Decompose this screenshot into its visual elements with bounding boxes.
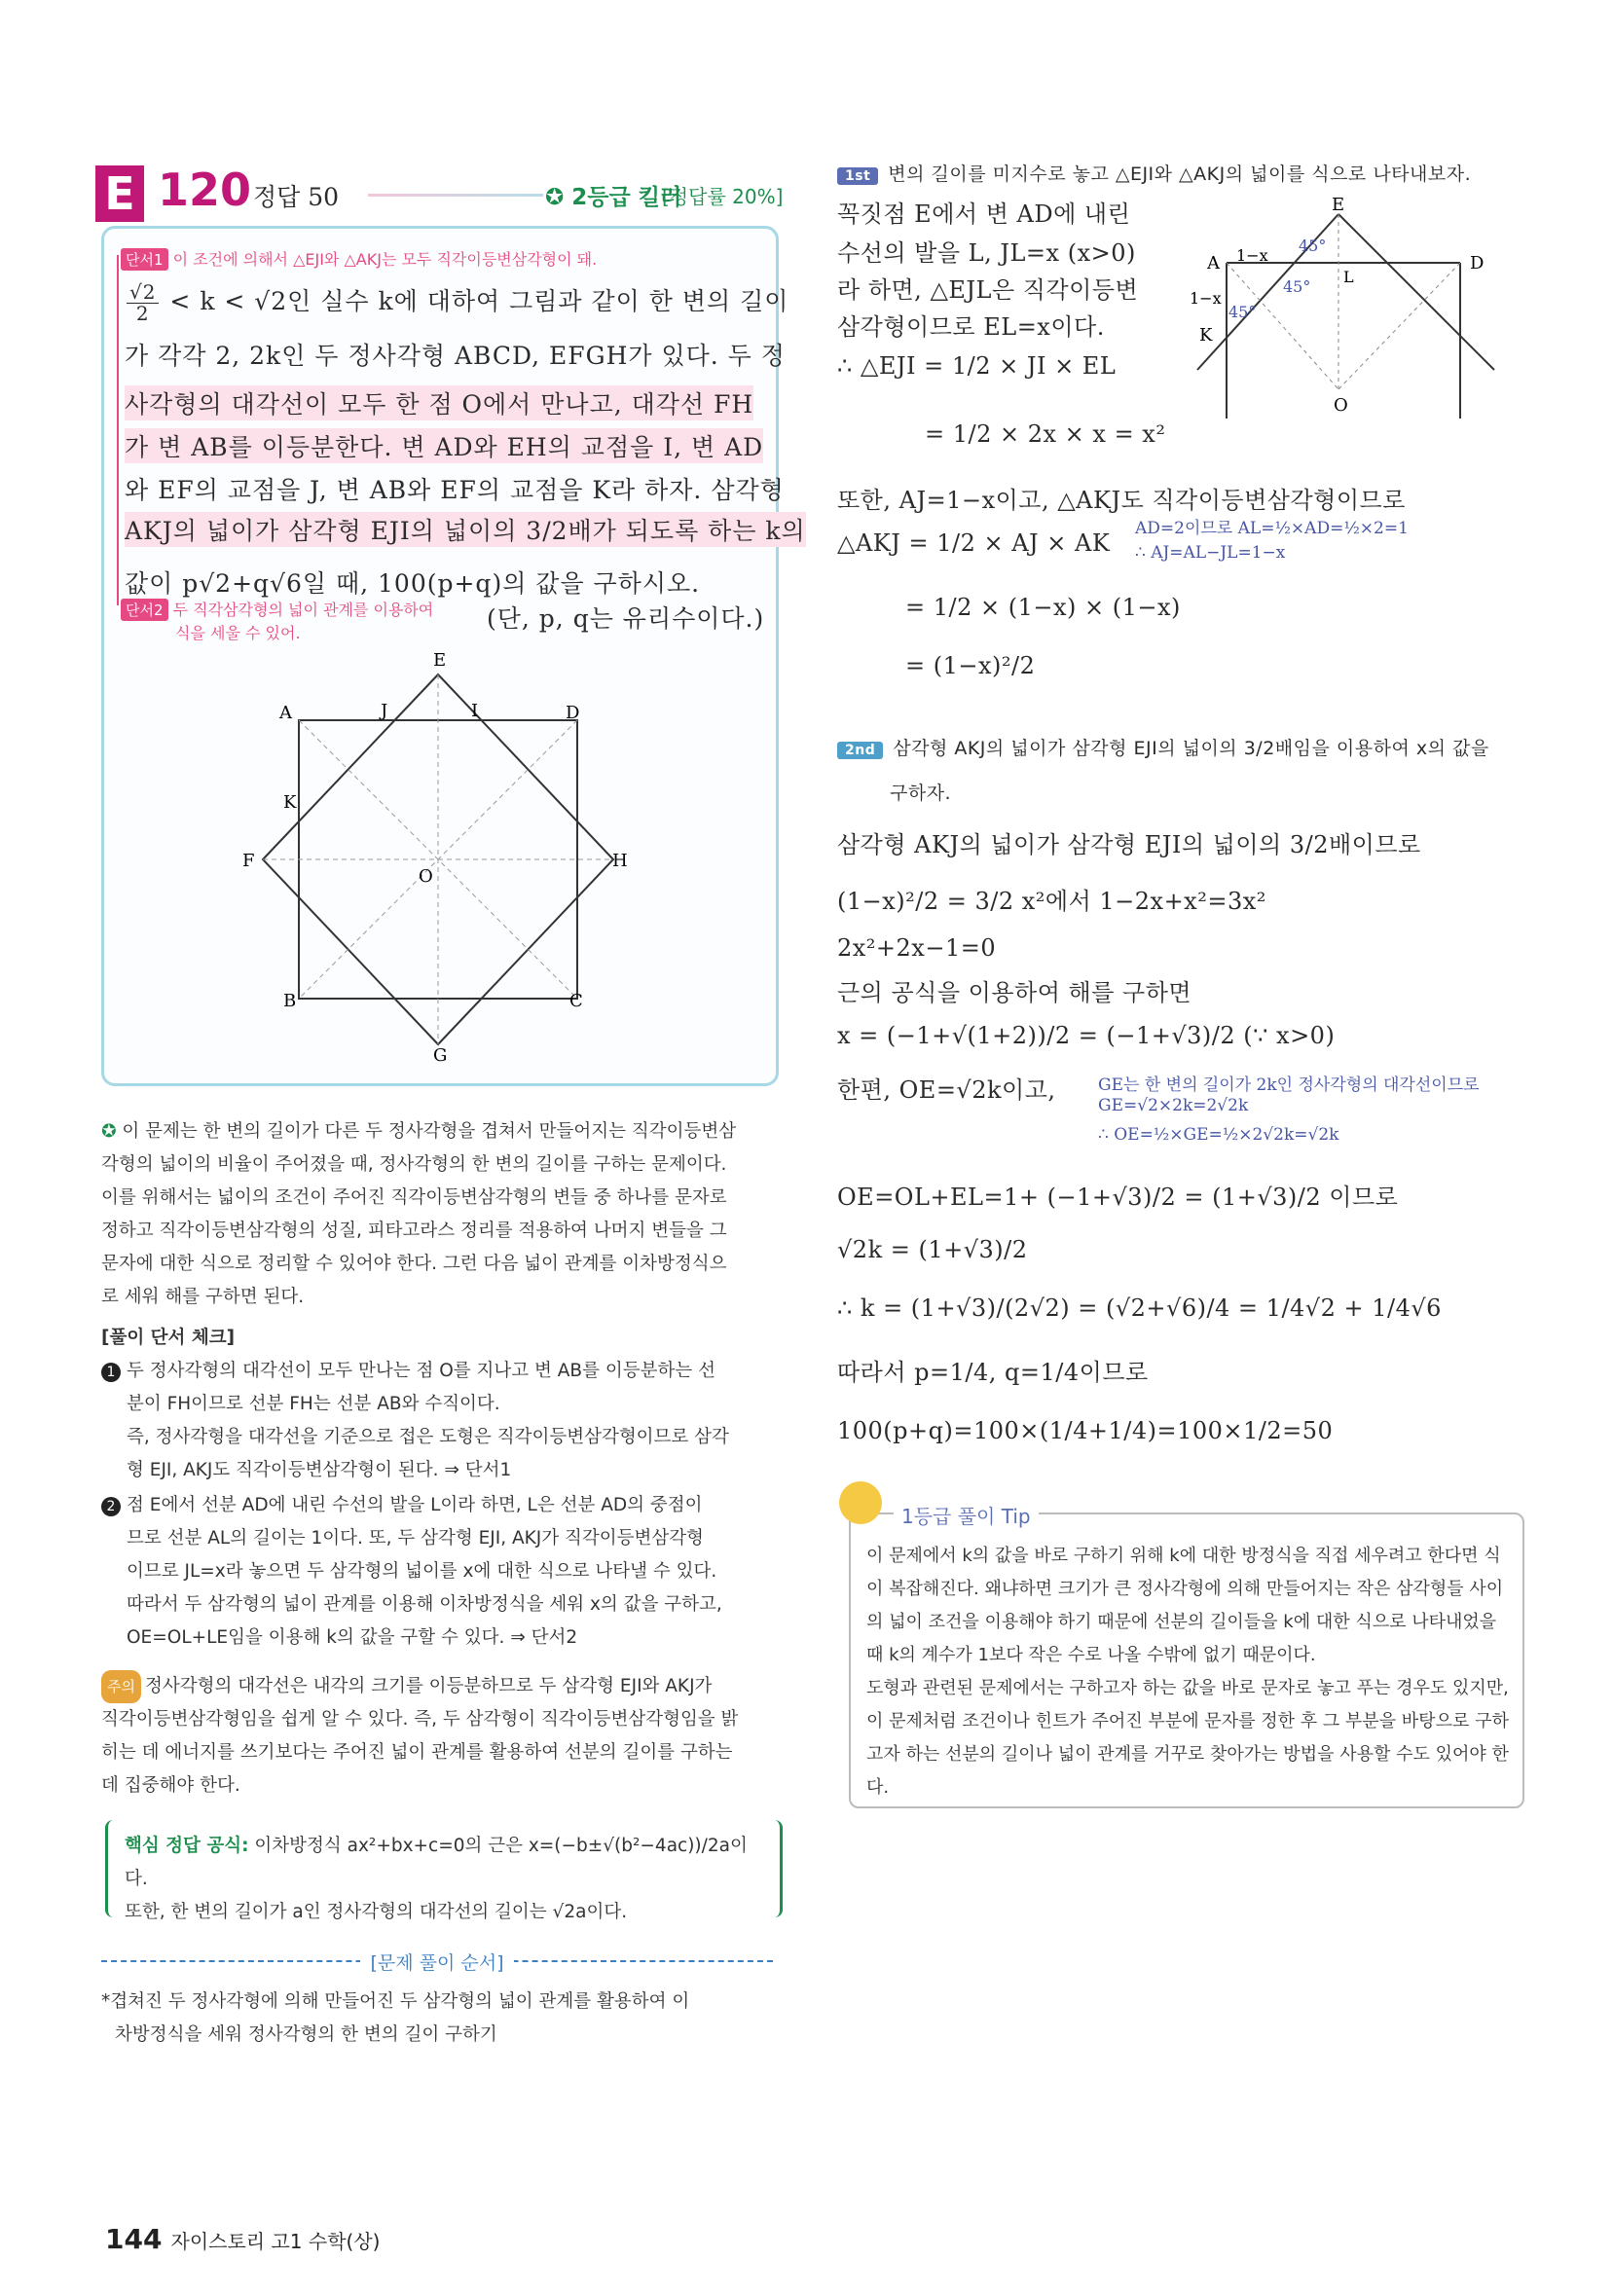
problem-section-letter: E [95, 165, 144, 222]
label-e: E [433, 650, 447, 671]
page-footer [105, 2223, 380, 2255]
correct-rate: [정답률 20%] [662, 185, 784, 208]
label-h: H [612, 851, 628, 871]
sol2-line-7: OE=OL+EL=1+ (−1+√3)/2 = (1+√3)/2 이므로 [837, 1184, 1399, 1211]
intro-paragraph: ✪ 이 문제는 한 변의 길이가 다른 두 정사각형을 겹쳐서 만들어지는 직각이등변삼 각형의 넓이의 비율이 주어졌을 때, 정사각형의 한 변의 길이를 구하는 문제이다. 이를 위해서는 넓이의 조건이 주어진 직각이등변삼각형의 변들 중 하나를 문자로 정하고 직각이등변삼각형의 성질, 피타고라스 정리를 적용하여 나머지 변들을 그 문자에 대한 식으로 정리할 수 있어야 한다. 그런 다음 넓이 관계를 이차방정식으 로 세워 해를 구하면 된다. [101, 1121, 737, 1307]
hint-2-text-1: 두 직각삼각형의 넓이 관계를 이용하여 [172, 601, 434, 619]
problem-number: 120 [158, 164, 252, 216]
svg-text:D: D [1470, 253, 1485, 273]
problem-line-1: $\frac{√2}{2}$ < k < √2인 실수 k에 대하여 그림과 같이 한 변의 길이 [125, 282, 788, 324]
hint-2-text-2: 식을 세울 수 있어. [175, 624, 301, 642]
problem-line-3: 사각형의 대각선이 모두 한 점 O에서 만나고, 대각선 FH [125, 385, 753, 420]
label-a: A [279, 703, 292, 723]
svg-text:A: A [1207, 253, 1220, 273]
label-j: J [381, 701, 388, 721]
sol-line-4: 삼각형이므로 EL=x이다. [837, 313, 1105, 341]
step-2-heading-cont: 구하자. [890, 783, 952, 804]
check-item-2: 2 점 E에서 선분 AD에 내린 수선의 발을 L이라 하면, L은 선분 AD의 중점이 므로 선분 AL의 길이는 1이다. 또, 두 삼각형 EJI, AKJ가 직각이등변삼각형 이므로 JL=x라 놓으면 두 삼각형의 넓이를 x에 대한 식으로 나타낼 수 있다. 따라서 두 삼각형의 넓이 관계를 이용해 이차방정식을 세워 x의 값을 구하고, OE=OL+LE임을 이용해 k의 값을 구할 수 있다. ⇒ 단서2 [101, 1489, 773, 1655]
sol2-line-3: 2x²+2x−1=0 [837, 934, 997, 962]
sol-line-5: ∴ △EJI = 1/2 × JI × EL [837, 352, 1117, 380]
side-eh [1338, 214, 1494, 370]
problem-line-6: AKJ의 넓이가 삼각형 EJI의 넓이의 3/2배가 되도록 하는 k의 [125, 512, 806, 547]
problem-line-2: 가 각각 2, 2k인 두 정사각형 ABCD, EFGH가 있다. 두 정 [125, 342, 786, 370]
step-1-heading: 1st 변의 길이를 미지수로 놓고 △EJI와 △AKJ의 넓이를 식으로 나타내보자. [837, 160, 1471, 186]
sol2-line-10: 따라서 p=1/4, q=1/4이므로 [837, 1359, 1149, 1386]
label-f: F [242, 851, 255, 871]
step-2-tag: 2nd [837, 742, 883, 759]
hint-1-tag: 단서1 [121, 248, 168, 271]
sol-line-3: 라 하면, △EJL은 직각이등변 [837, 276, 1139, 304]
two-squares-figure [242, 650, 638, 1066]
svg-text:1−x: 1−x [1190, 289, 1222, 308]
key-formula: 핵심 정답 공식: 이차방정식 ax²+bx+c=0의 근은 x=(−b±√(b²−4ac))/2a이다. 또한, 한 변의 길이가 a인 정사각형의 대각선의 길이는 √2a이다. [125, 1836, 748, 1922]
label-c: C [569, 991, 583, 1011]
sol2-line-1: 삼각형 AKJ의 넓이가 삼각형 EJI의 넓이의 3/2배이므로 [837, 831, 1421, 858]
side-note-3: GE는 한 변의 길이가 2k인 정사각형의 대각선이므로 [1098, 1075, 1480, 1095]
problem-condition: (단, p, q는 유리수이다.) [487, 604, 765, 633]
sol2-line-9: ∴ k = (1+√3)/(2√2) = (√2+√6)/4 = 1/4√2 + 1/4√6 [837, 1294, 1442, 1322]
sol-line-10: = (1−x)²/2 [905, 652, 1036, 679]
check-item-1: 1 두 정사각형의 대각선이 모두 만나는 점 O를 지나고 변 AB를 이등분하는 선 분이 FH이므로 선분 FH는 선분 AB와 수직이다. 즉, 정사각형을 대각선을 기준으로 접은 도형은 직각이등변삼각형이므로 삼각 형 EJI, AKJ도 직각이등변삼각형이 된다. ⇒ 단서1 [101, 1355, 773, 1487]
solve-order: *겹쳐진 두 정사각형에 의해 만들어진 두 삼각형의 넓이 관계를 활용하여 이 차방정식을 세워 정사각형의 한 변의 길이 구하기 [101, 1991, 690, 2045]
header-divider [368, 194, 543, 197]
sol2-line-8: √2k = (1+√3)/2 [837, 1236, 1028, 1263]
label-d: D [566, 703, 580, 723]
sol2-line-2: (1−x)²/2 = 3/2 x²에서 1−2x+x²=3x² [837, 888, 1266, 915]
sol-line-6: = 1/2 × 2x × x = x² [925, 420, 1166, 448]
sol-line-8: △AKJ = 1/2 × AJ × AK [837, 529, 1111, 557]
page-number: 144 [105, 2223, 163, 2255]
tip-title: 1등급 풀이 Tip [894, 1501, 1039, 1529]
problem-line-5: 와 EF의 교점을 J, 변 AB와 EF의 교점을 K라 하자. 삼각형 [125, 476, 785, 504]
hint-1 [121, 247, 597, 271]
caution-paragraph: 주의 정사각형의 대각선은 내각의 크기를 이등분하므로 두 삼각형 EJI와 AKJ가 직각이등변삼각형임을 쉽게 알 수 있다. 즉, 두 삼각형이 직각이등변삼각형임을 밝 히는 데 에너지를 쓰기보다는 주어진 넓이 관계를 활용하여 선분의 길이를 구하는 데 집중해야 한다. [101, 1670, 773, 1803]
problem-line-1-text: < k < √2인 실수 k에 대하여 그림과 같이 한 변의 길이 [169, 287, 789, 315]
side-note-2: ∴ AJ=AL−JL=1−x [1135, 543, 1286, 563]
side-note-4: GE=√2×2k=2√2k [1098, 1096, 1249, 1115]
sol-line-1: 꼭짓점 E에서 변 AD에 내린 [837, 200, 1131, 228]
caution-tag: 주의 [101, 1670, 141, 1703]
hint-1-text: 이 조건에 의해서 △EJI와 △AKJ는 모두 직각이등변삼각형이 돼. [172, 250, 598, 269]
tip-paragraph-1: 이 문제에서 k의 값을 바로 구하기 위해 k에 대한 방정식을 직접 세우려고 한다면 식이 복잡해진다. 왜냐하면 크기가 큰 정사각형에 의해 만들어지는 작은 삼각형들 사이의 넓이 조건을 이용해야 하기 때문에 선분의 길이들을 k에 대한 식으로 나타내었을 때 k의 계수가 1보다 작은 수로 나올 수밖에 없기 때문이다. [866, 1546, 1504, 1665]
sol-line-9: = 1/2 × (1−x) × (1−x) [905, 594, 1181, 621]
step-2-heading: 2nd 삼각형 AKJ의 넓이가 삼각형 EJI의 넓이의 3/2배임을 이용하여 x의 값을 [837, 734, 1489, 760]
bee-icon [839, 1481, 882, 1524]
tip-text [866, 1540, 1509, 1804]
side-note-1: AD=2이므로 AL=½×AD=½×2=1 [1135, 519, 1409, 538]
answer-label: 정답 50 [253, 183, 340, 211]
svg-text:45°: 45° [1299, 237, 1327, 255]
label-o: O [419, 866, 433, 887]
hint-2 [121, 598, 433, 643]
svg-text:45°: 45° [1283, 277, 1311, 296]
svg-text:E: E [1332, 195, 1345, 215]
hint-2-tag: 단서2 [121, 599, 168, 621]
svg-text:45°: 45° [1228, 303, 1257, 321]
svg-text:L: L [1343, 268, 1354, 286]
difficulty-badge: ✪ 2등급 킬러 [545, 185, 682, 210]
sol-line-7: 또한, AJ=1−x이고, △AKJ도 직각이등변삼각형이므로 [837, 487, 1406, 514]
label-i: I [471, 701, 479, 721]
segment-do [1338, 263, 1460, 389]
problem-line-4: 가 변 AB를 이등분한다. 변 AD와 EH의 교점을 I, 변 AD [125, 428, 763, 463]
side-note-5: ∴ OE=½×GE=½×2√2k=√2k [1098, 1125, 1339, 1145]
label-g: G [433, 1045, 448, 1066]
sol-line-2: 수선의 발을 L, JL=x (x>0) [837, 239, 1136, 267]
sol2-line-5: x = (−1+√(1+2))/2 = (−1+√3)/2 (∵ x>0) [837, 1022, 1336, 1049]
sol2-line-6: 한편, OE=√2k이고, [837, 1076, 1056, 1104]
problem-line-7: 값이 p√2+q√6일 때, 100(p+q)의 값을 구하시오. [125, 569, 701, 598]
step-1-tag: 1st [837, 167, 878, 185]
label-k: K [283, 792, 297, 813]
book-title: 자이스토리 고1 수학(상) [170, 2230, 381, 2253]
detail-figure [1178, 195, 1519, 419]
svg-text:O: O [1334, 395, 1348, 416]
svg-text:1−x: 1−x [1236, 246, 1268, 265]
tip-paragraph-2: 도형과 관련된 문제에서는 구하고자 하는 값을 바로 문자로 놓고 푸는 경우도 있지만, 이 문제처럼 조건이나 힌트가 주어진 부분에 문자를 정한 후 그 부분을 바탕으로 구하고자 하는 선분의 길이나 넓이 관계를 거꾸로 찾아가는 방법을 사용할 수도 있어야 한다. [866, 1678, 1509, 1798]
check-title: [풀이 단서 체크] [101, 1328, 236, 1348]
sol2-line-4: 근의 공식을 이용하여 해를 구하면 [837, 979, 1192, 1006]
sol2-line-11: 100(p+q)=100×(1/4+1/4)=100×1/2=50 [837, 1417, 1334, 1444]
svg-text:K: K [1199, 325, 1213, 346]
order-title: [문제 풀이 순서] [101, 1949, 773, 1975]
label-b: B [283, 991, 297, 1011]
hint-connector [117, 255, 119, 605]
